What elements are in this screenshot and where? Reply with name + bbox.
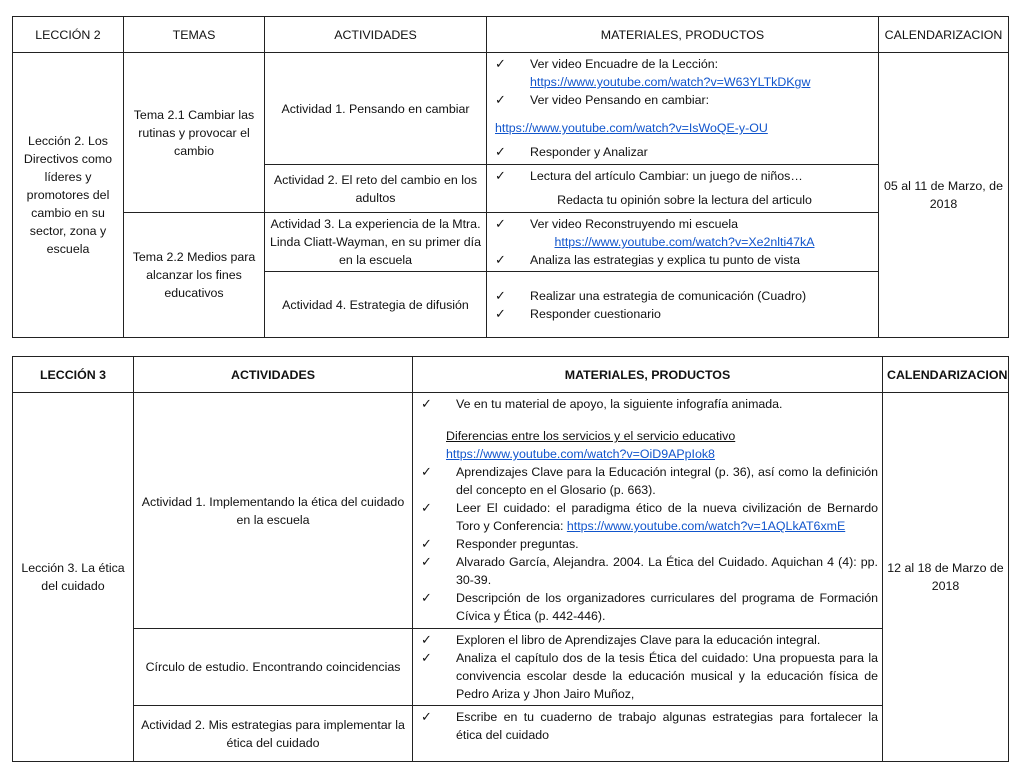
actividad-cell: Actividad 2. Mis estrategias para implementar la ética del cuidado: [134, 706, 413, 762]
list-item: [495, 305, 874, 323]
materiales-cell: [487, 272, 879, 338]
item-text: Lectura del artículo Cambiar: un juego de niños…: [530, 169, 803, 183]
item-text: Responder preguntas.: [456, 537, 579, 551]
leccion-cell: Lección 3. La ética del cuidado: [13, 393, 134, 762]
materiales-cell: [487, 165, 879, 213]
leccion-cell: Lección 2. Los Directivos como líderes y promotores del cambio en su sector, zona y escuela: [13, 53, 124, 338]
item-text: Exploren el libro de Aprendizajes Clave para la educación integral.: [456, 633, 821, 647]
header-calendarizacion: CALENDARIZACION: [879, 17, 1009, 53]
list-item: [421, 499, 878, 535]
list-item: [421, 649, 878, 703]
table-row: [13, 53, 1009, 165]
actividad-cell: Actividad 2. El reto del cambio en los adultos: [265, 165, 487, 213]
table-row: [13, 393, 1009, 629]
item-text: Responder cuestionario: [530, 306, 661, 321]
item-text: Descripción de los organizadores curriculares del programa de Formación Cívica y Ética (p. 442-446).: [456, 591, 878, 623]
list-item: [495, 251, 874, 269]
video-link[interactable]: https://www.youtube.com/watch?v=1AQLkAT6xmE: [566, 519, 846, 533]
fecha-cell: 12 al 18 de Marzo de 2018: [883, 393, 1009, 762]
actividad-cell: Actividad 1. Implementando la ética del cuidado en la escuela: [134, 393, 413, 629]
list-item: [495, 215, 874, 233]
list-item: [495, 167, 874, 185]
materiales-cell: [487, 53, 879, 165]
video-link[interactable]: https://www.youtube.com/watch?v=Xe2nlti47kA: [554, 235, 815, 249]
actividad-cell: Actividad 1. Pensando en cambiar: [265, 53, 487, 165]
materiales-cell: [413, 393, 883, 629]
item-text: Ve en tu material de apoyo, la siguiente infografía animada.: [456, 397, 783, 411]
item-text: Ver video Pensando en cambiar:: [530, 93, 710, 107]
actividad-cell: Círculo de estudio. Encontrando coincidencias: [134, 629, 413, 706]
resource-title: Diferencias entre los servicios y el servicio educativo: [446, 429, 736, 443]
table-row: [13, 629, 1009, 706]
header-leccion: LECCIÓN 2: [13, 17, 124, 53]
header-materiales: MATERIALES, PRODUCTOS: [487, 17, 879, 53]
header-actividades: ACTIVIDADES: [265, 17, 487, 53]
list-item: [421, 395, 878, 413]
list-item: [421, 631, 878, 649]
materiales-cell: [413, 629, 883, 706]
table-row: [13, 213, 1009, 272]
item-text: Realizar una estrategia de comunicación (Cuadro): [530, 288, 807, 303]
table-leccion-2: [12, 16, 1009, 338]
table-row: [13, 706, 1009, 762]
fecha-cell: 05 al 11 de Marzo, de 2018: [879, 53, 1009, 338]
list-item: [495, 91, 874, 109]
header-leccion: LECCIÓN 3: [13, 357, 134, 393]
list-item: [495, 55, 874, 91]
header-actividades: ACTIVIDADES: [134, 357, 413, 393]
list-item: [421, 463, 878, 499]
list-item: [421, 589, 878, 625]
tema-cell: Tema 2.1 Cambiar las rutinas y provocar el cambio: [124, 53, 265, 213]
list-item: [495, 287, 874, 305]
item-text: Leer El cuidado: el paradigma ético de la nueva civilización de Bernardo Toro y Conferencia:: [456, 501, 878, 533]
materiales-cell: [487, 213, 879, 272]
list-item: [421, 708, 878, 744]
item-text: Ver video Reconstruyendo mi escuela: [530, 217, 739, 231]
list-item: [495, 143, 874, 161]
item-text: Alvarado García, Alejandra. 2004. La Ética del Cuidado. Aquichan 4 (4): pp. 30-39.: [456, 555, 878, 587]
video-link[interactable]: https://www.youtube.com/watch?v=IsWoQE-y-OU: [495, 121, 768, 135]
video-link[interactable]: https://www.youtube.com/watch?v=W63YLTkDKgw: [530, 75, 811, 89]
list-item: [421, 553, 878, 589]
item-text: Analiza las estrategias y explica tu punto de vista: [530, 253, 800, 267]
item-text: Analiza el capítulo dos de la tesis Ética del cuidado: Una propuesta para la convivencia escolar desde la educación musical y la educación física de Pedro Ariza y Jhon Jairo Muñoz,: [456, 651, 878, 701]
materiales-cell: [413, 706, 883, 762]
list-item: [421, 535, 878, 553]
item-text: Redacta tu opinión sobre la lectura del articulo: [557, 193, 812, 207]
tema-cell: Tema 2.2 Medios para alcanzar los fines educativos: [124, 213, 265, 338]
item-text: Escribe en tu cuaderno de trabajo algunas estrategias para fortalecer la ética del cuidado: [456, 710, 878, 742]
item-text: Aprendizajes Clave para la Educación integral (p. 36), así como la definición del concepto en el Glosario (p. 663).: [456, 465, 878, 497]
video-link[interactable]: https://www.youtube.com/watch?v=OiD9APpIok8: [446, 447, 715, 461]
item-text: Responder y Analizar: [530, 145, 648, 159]
header-row: [13, 357, 1009, 393]
item-text: Ver video Encuadre de la Lección:: [530, 57, 719, 71]
header-calendarizacion: CALENDARIZACION: [883, 357, 1009, 393]
header-temas: TEMAS: [124, 17, 265, 53]
actividad-cell: Actividad 3. La experiencia de la Mtra. Linda Cliatt-Wayman, en su primer día en la escuela: [265, 213, 487, 272]
actividad-cell: Actividad 4. Estrategia de difusión: [265, 272, 487, 338]
header-materiales: MATERIALES, PRODUCTOS: [413, 357, 883, 393]
header-row: [13, 17, 1009, 53]
table-leccion-3: [12, 356, 1009, 762]
